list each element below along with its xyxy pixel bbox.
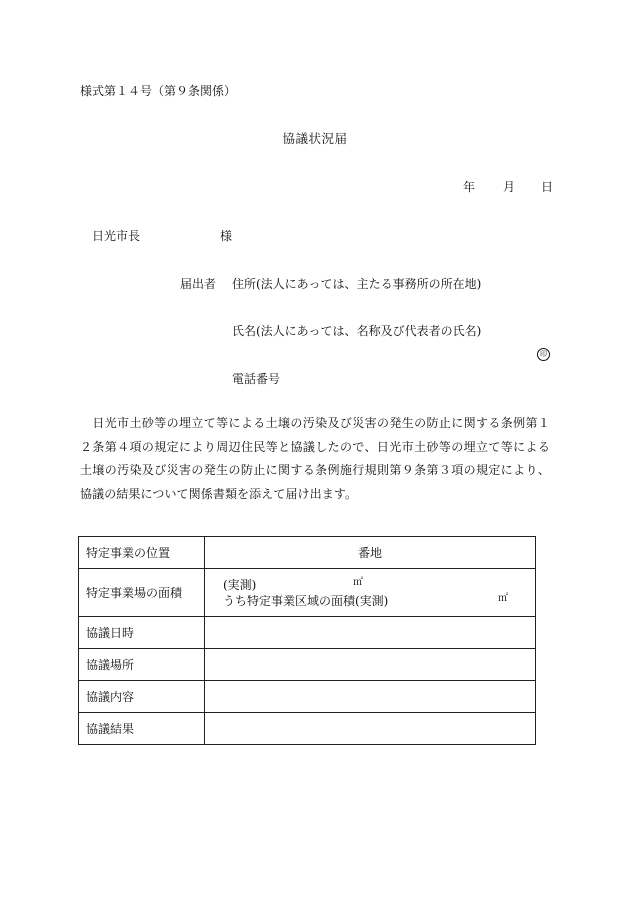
location-value-cell[interactable]: 番地 [205, 537, 536, 569]
addressee-honorific: 様 [220, 229, 233, 243]
notifier-label: 届出者 [180, 277, 217, 291]
row-value-date[interactable] [205, 617, 536, 649]
table-row-date [79, 617, 536, 649]
phone-field-label[interactable]: 電話番号 [232, 372, 281, 386]
date-year-label: 年 [463, 180, 476, 194]
area-measured-line [223, 577, 528, 593]
table-row-place [79, 649, 536, 681]
consultation-table [78, 536, 536, 745]
location-label: 特定事業の位置 [79, 537, 205, 569]
table-row-area [79, 569, 536, 617]
row-value-place[interactable] [205, 649, 536, 681]
body-text: 日光市土砂等の埋立て等による土壌の汚染及び災害の発生の防止に関する条例第１２条第４項の規定により周辺住民等と協議したので、日光市土砂等の埋立て等による土壌の汚染及び災害の発生の防止に関する条例施行規則第９条第３項の規定により、協議の結果について関係書類を添えて届け出ます。 [80, 416, 550, 501]
address-field-label[interactable]: 住所(法人にあっては、主たる事務所の所在地) [232, 277, 482, 291]
area-measured-label: (実測) [223, 577, 257, 592]
body-paragraph [80, 412, 550, 506]
document-title: 協議状況届 [282, 131, 348, 146]
date-month-label: 月 [503, 180, 516, 194]
name-field-label[interactable]: 氏名(法人にあっては、名称及び代表者の氏名) [232, 324, 482, 338]
row-label-place: 協議場所 [79, 649, 205, 681]
area-label: 特定事業場の面積 [79, 569, 205, 617]
row-label-date: 協議日時 [79, 617, 205, 649]
area-sub-line [223, 593, 528, 609]
row-value-content[interactable] [205, 681, 536, 713]
row-label-content: 協議内容 [79, 681, 205, 713]
addressee-name: 日光市長 [92, 229, 141, 243]
date-day-label: 日 [541, 180, 554, 194]
table-row-result [79, 713, 536, 745]
area-sub-unit: ㎡ [498, 592, 508, 604]
area-value-cell[interactable] [205, 569, 536, 617]
table-row-content [79, 681, 536, 713]
row-value-result[interactable] [205, 713, 536, 745]
table-row-location [79, 537, 536, 569]
area-sub-label: うち特定事業区域の面積(実測) [223, 593, 389, 608]
form-number: 様式第１４号（第９条関係） [80, 84, 237, 98]
area-unit: ㎡ [353, 576, 363, 588]
row-label-result: 協議結果 [79, 713, 205, 745]
seal-icon: 印 [537, 348, 550, 361]
